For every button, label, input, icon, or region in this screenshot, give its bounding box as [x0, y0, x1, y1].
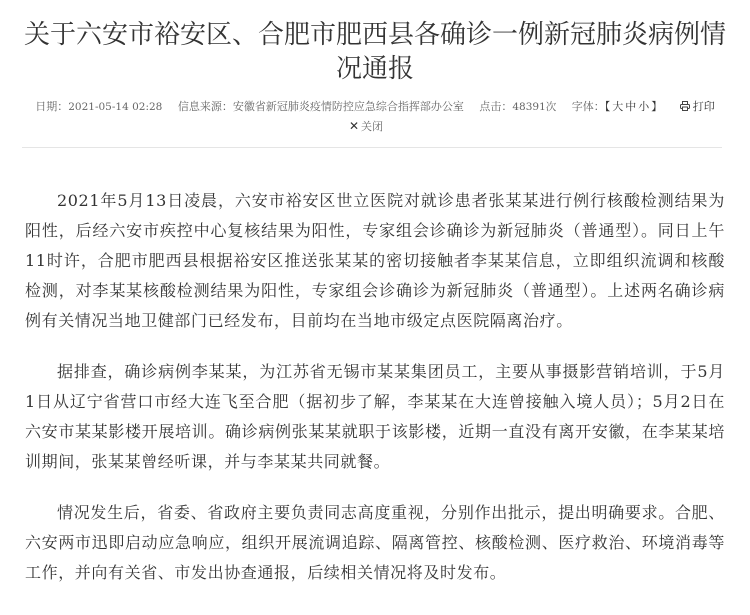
article-body	[25, 186, 725, 609]
font-size-large-button[interactable]: 大	[612, 100, 626, 113]
date-value: 2021-05-14 02:28	[68, 101, 163, 113]
close-label: 关闭	[361, 120, 384, 133]
paragraph: 据排查，确诊病例李某某，为江苏省无锡市某某集团员工，主要从事摄影营销培训，于5月1日从辽宁省营口市经大连飞至合肥（据初步了解，李某某在大连曾接触入境人员）；5月2日在六安市某某影楼开展培训。确诊病例张某某就职于该影楼，近期一直没有离开安徽，在李某某培训期间，张某某曾经听课，并与李某某共同就餐。	[25, 362, 725, 471]
font-label: 字体：	[571, 100, 605, 113]
paragraph: 情况发生后，省委、省政府主要负责同志高度重视，分别作出批示，提出明确要求。合肥、六安两市迅即启动应急响应，组织开展流调追踪、隔离管控、核酸检测、医疗救治、环境消毒等工作，并向有关省、市发出协查通报，后续相关情况将及时发布。	[25, 503, 725, 582]
source-info	[178, 100, 468, 113]
clicks-label: 点击：	[479, 100, 513, 113]
article-title: 关于六安市裕安区、合肥市肥西县各确诊一例新冠肺炎病例情况通报	[23, 20, 726, 84]
header-divider	[22, 147, 722, 148]
font-bracket-open: 【	[604, 100, 613, 113]
print-button[interactable]	[680, 100, 715, 113]
close-icon: ✕	[348, 119, 360, 133]
close-row	[0, 118, 750, 135]
source-label: 信息来源：	[177, 100, 233, 113]
clicks-value: 48391次	[512, 101, 557, 113]
source-value: 安徽省新冠肺炎疫情防控应急综合指挥部办公室	[232, 100, 464, 113]
font-size-control	[572, 100, 668, 113]
font-bracket-close: 】	[651, 100, 665, 113]
article-meta	[0, 99, 750, 115]
printer-icon	[680, 101, 690, 111]
print-label: 打印	[692, 100, 715, 113]
date-label: 日期：	[35, 100, 69, 113]
font-size-small-button[interactable]: 小	[638, 100, 652, 113]
clicks-info	[479, 100, 559, 113]
date-info	[35, 100, 166, 113]
paragraph: 2021年5月13日凌晨，六安市裕安区世立医院对就诊患者张某某进行例行核酸检测结果为阳性，后经六安市疾控中心复核结果为阳性，专家组会诊确诊为新冠肺炎（普通型）。同日上午11时许，合肥市肥西县根据裕安区推送张某某的密切接触者李某某信息，立即组织流调和核酸检测，对李某某核酸检测结果为阳性，专家组会诊确诊为新冠肺炎（普通型）。上述两名确诊病例有关情况当地卫健部门已经发布，目前均在当地市级定点医院隔离治疗。	[25, 191, 725, 330]
font-size-medium-button[interactable]: 中	[625, 100, 639, 113]
close-button[interactable]	[349, 118, 383, 135]
